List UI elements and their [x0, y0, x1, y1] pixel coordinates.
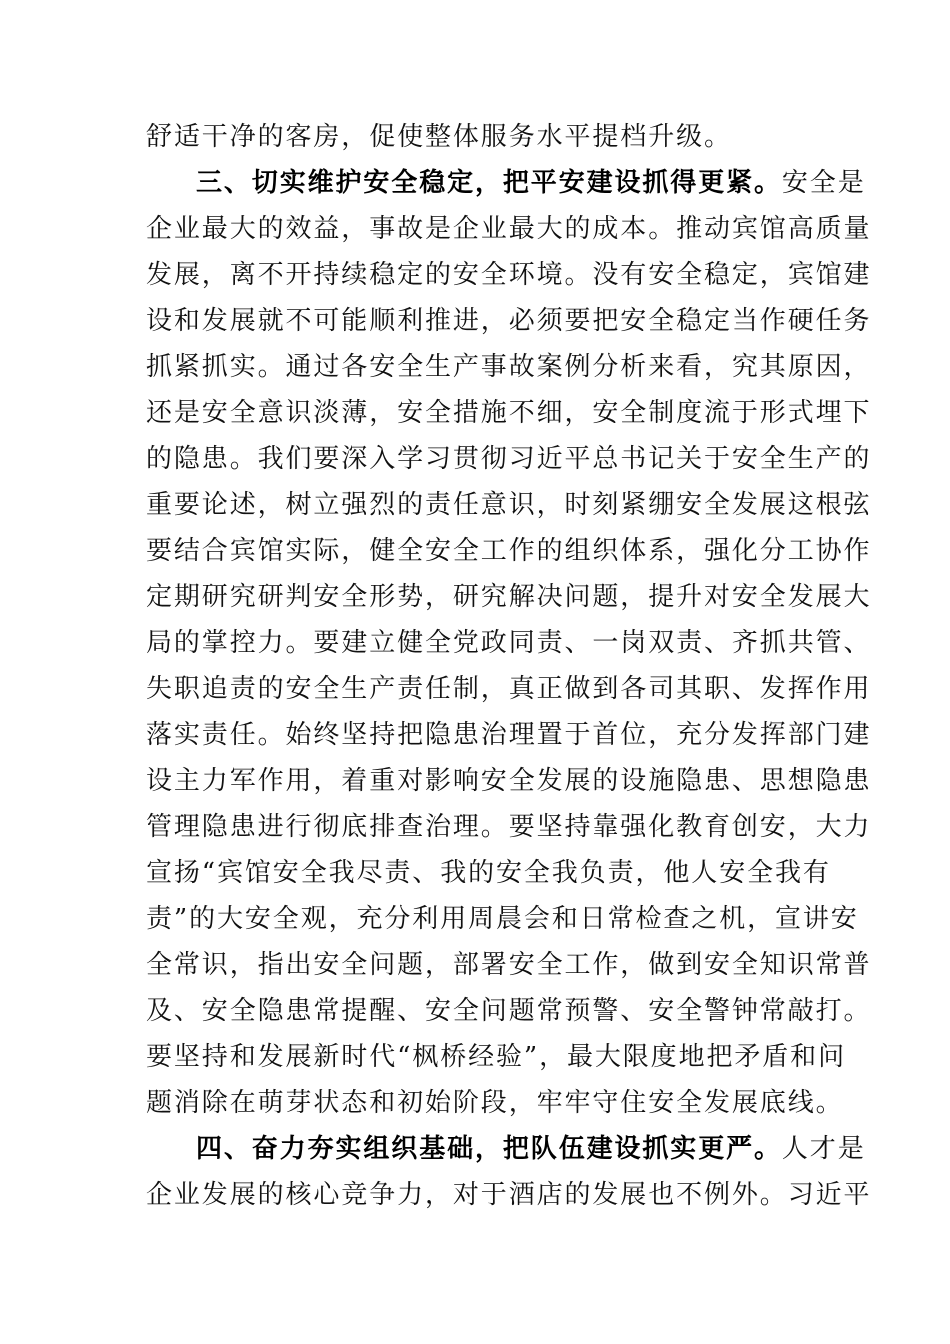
line-text: 责”的大安全观，充分利用周晨会和日常检查之机，宣讲安 [146, 904, 859, 934]
text-line [146, 853, 831, 893]
text-line [146, 393, 872, 433]
section-heading-4: 四、奋力夯实组织基础，把队伍建设抓实更严。 [196, 1134, 782, 1164]
text-line [146, 1037, 846, 1077]
text-line [146, 531, 872, 571]
line-text: 企业发展的核心竞争力，对于酒店的发展也不例外。习近平 [146, 1180, 872, 1210]
line-text: 的隐患。我们要深入学习贯彻习近平总书记关于安全生产的 [146, 444, 872, 474]
section-heading-line [196, 1129, 866, 1169]
line-text: 管理隐患进行彻底排查治理。要坚持靠强化教育创安，大力 [146, 812, 872, 842]
line-text: 企业最大的效益，事故是企业最大的成本。推动宾馆高质量 [146, 214, 872, 244]
line-text: 要结合宾馆实际，健全安全工作的组织体系，强化分工协作 [146, 536, 872, 566]
line-text: 全常识，指出安全问题，部署安全工作，做到安全知识常普 [146, 950, 872, 980]
text-line [146, 577, 872, 617]
text-line [146, 761, 872, 801]
line-text: 定期研究研判安全形势，研究解决问题，提升对安全发展大 [146, 582, 872, 612]
line-text: 题消除在萌芽状态和初始阶段，牢牢守住安全发展底线。 [146, 1088, 844, 1118]
text-line [146, 439, 872, 479]
text-line [146, 117, 808, 157]
line-text: 安全是 [781, 168, 866, 198]
text-line [146, 255, 872, 295]
text-line [146, 1175, 872, 1215]
text-line [146, 807, 872, 847]
text-line [146, 945, 872, 985]
text-line [146, 899, 859, 939]
line-text: 局的掌控力。要建立健全党政同责、一岗双责、齐抓共管、 [146, 628, 872, 658]
line-text: 要坚持和发展新时代“枫桥经验”，最大限度地把矛盾和问 [146, 1042, 846, 1072]
line-text: 落实责任。始终坚持把隐患治理置于首位，充分发挥部门建 [146, 720, 872, 750]
text-line [146, 301, 872, 341]
line-text: 发展，离不开持续稳定的安全环境。没有安全稳定，宾馆建 [146, 260, 872, 290]
line-text: 设主力军作用，着重对影响安全发展的设施隐患、思想隐患 [146, 766, 872, 796]
line-text: 重要论述，树立强烈的责任意识，时刻紧绷安全发展这根弦 [146, 490, 872, 520]
text-line [146, 485, 872, 525]
line-text: 设和发展就不可能顺利推进，必须要把安全稳定当作硬任务 [146, 306, 872, 336]
text-line [146, 715, 872, 755]
section-heading-line [196, 163, 866, 203]
line-text: 还是安全意识淡薄，安全措施不细，安全制度流于形式埋下 [146, 398, 872, 428]
text-line [146, 623, 872, 663]
text-line [146, 669, 872, 709]
text-line [146, 1083, 844, 1123]
line-text: 人才是 [781, 1134, 866, 1164]
text-line [146, 347, 872, 387]
line-text: 宣扬“宾馆安全我尽责、我的安全我负责，他人安全我有 [146, 858, 831, 888]
line-text: 失职追责的安全生产责任制，真正做到各司其职、发挥作用 [146, 674, 872, 704]
text-line [146, 209, 872, 249]
line-text: 舒适干净的客房，促使整体服务水平提档升级。 [146, 122, 732, 152]
line-text: 抓紧抓实。通过各安全生产事故案例分析来看，究其原因， [146, 352, 872, 382]
line-text: 及、安全隐患常提醒、安全问题常预警、安全警钟常敲打。 [146, 996, 872, 1026]
text-line [146, 991, 872, 1031]
section-heading-3: 三、切实维护安全稳定，把平安建设抓得更紧。 [196, 168, 782, 198]
